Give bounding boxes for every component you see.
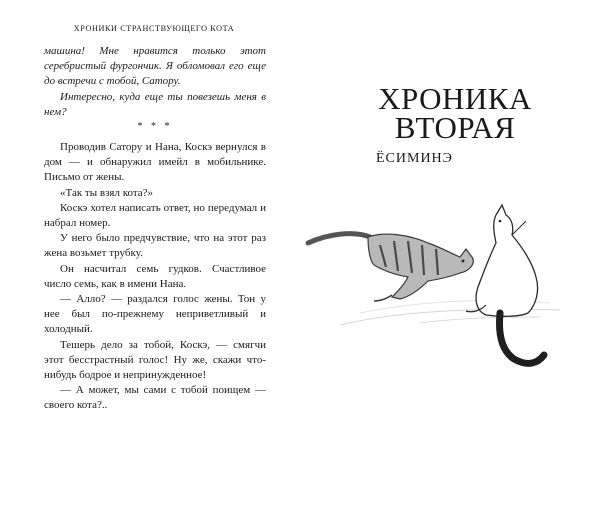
striped-cat <box>308 234 473 301</box>
chapter-title-line: ХРОНИКА <box>378 81 532 116</box>
chapter-title-line: ВТОРАЯ <box>394 110 516 145</box>
white-cat <box>466 205 544 363</box>
body-paragraph: Тешерь дело за тобой, Коскэ, — смягчи этот бесстрастный голос! Ну же, скажи что-нибудь бодрое и непринужденное! <box>44 338 266 382</box>
running-head: ХРОНИКИ СТРАНСТВУЮЩЕГО КОТА <box>73 24 235 33</box>
cats-illustration <box>300 195 600 395</box>
body-paragraph: — Алло? — раздался голос жены. Тон у нее был по-прежнему неприветливый и холодный. <box>44 293 266 336</box>
chapter-subtitle: ЁСИМИНЭ <box>376 151 453 166</box>
body-paragraph: Проводив Сатору и Нана, Коскэ вернулся в дом — и обнаружил имейл в мобильнике. Письмо от жены. <box>44 141 266 184</box>
chapter-title <box>370 81 540 145</box>
section-break: * * * <box>137 121 173 132</box>
body-paragraph: Коскэ хотел написать ответ, но передумал и набрал номер. <box>44 201 266 230</box>
italic-paragraph: машина! Мне нравится только этот серебристый фургончик. Я обломовал его еще до встречи с тобой, Сатору. <box>44 45 266 88</box>
italic-text-block <box>44 44 266 120</box>
italic-paragraph: Интересно, куда еще ты повезешь меня в нем? <box>44 90 266 118</box>
body-paragraph: «Так ты взял кота?» <box>60 186 154 199</box>
body-text-block <box>44 140 266 414</box>
body-paragraph: У него было предчувствие, что на этот раз жена возьмет трубку. <box>44 232 266 260</box>
body-paragraph: Он насчитал семь гудков. Счастливое число семь, как в имени Нана. <box>44 262 266 290</box>
right-page <box>300 0 600 522</box>
body-paragraph: — А может, мы сами с тобой поищем — своего кота?.. <box>44 384 266 412</box>
